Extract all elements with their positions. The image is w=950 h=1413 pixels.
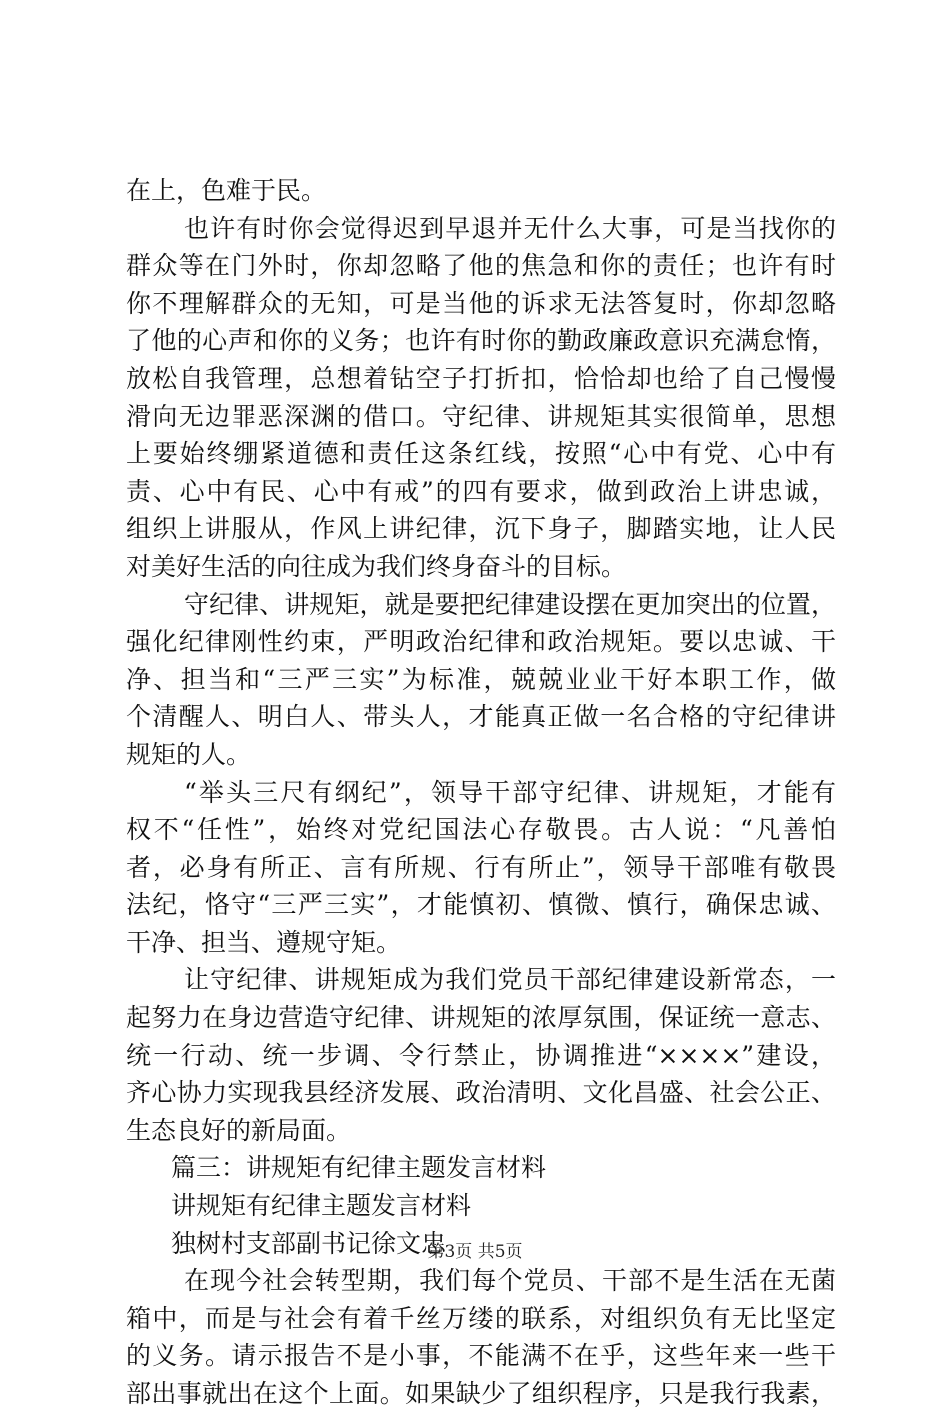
text-line: “举头三尺有纲纪”，领导干部守纪律、讲规矩，才能有 (184, 777, 836, 807)
text-line: 法纪，恪守“三严三实”，才能慎初、慎微、慎行，确保忠诚、 (126, 890, 836, 920)
text-line: 的义务。请示报告不是小事，不能满不在乎，这些年来一些干 (126, 1341, 836, 1371)
text-line: 放松自我管理，总想着钻空子打折扣，恰恰却也给了自己慢慢 (126, 363, 836, 393)
text-line: 在上，色难于民。 (126, 176, 327, 205)
text-line: 守纪律、讲规矩，就是要把纪律建设摆在更加突出的位置， (184, 589, 836, 619)
page-number: 第3页 共5页 (427, 1242, 523, 1262)
text-line: 齐心协力实现我县经济发展、政治清明、文化昌盛、社会公正、 (126, 1078, 836, 1108)
text-line: 群众等在门外时，你却忽略了他的焦急和你的责任；也许有时 (126, 251, 836, 281)
text-line: 箱中，而是与社会有着千丝万缕的联系，对组织负有无比坚定 (126, 1303, 836, 1333)
text-line: 者，必身有所正、言有所规、行有所止”，领导干部唯有敬畏 (126, 852, 836, 882)
text-line: 也许有时你会觉得迟到早退并无什么大事，可是当找你的 (184, 213, 836, 243)
text-line: 讲规矩有纪律主题发言材料 (171, 1191, 472, 1221)
text-line: 干净、担当、遵规守矩。 (126, 927, 402, 957)
text-line: 净、担当和“三严三实”为标准，兢兢业业干好本职工作，做 (126, 664, 836, 694)
text-line: 上要始终绷紧道德和责任这条红线，按照“心中有党、心中有 (126, 439, 836, 469)
text-line: 个清醒人、明白人、带头人，才能真正做一名合格的守纪律讲 (126, 702, 836, 732)
body-text (126, 172, 836, 1413)
text-line: 强化纪律刚性约束，严明政治纪律和政治规矩。要以忠诚、干 (126, 627, 836, 657)
text-line: 责、心中有民、心中有戒”的四有要求，做到政治上讲忠诚， (126, 476, 836, 506)
text-line: 在现今社会转型期，我们每个党员、干部不是生活在无菌 (184, 1266, 836, 1296)
text-line: 篇三：讲规矩有纪律主题发言材料 (171, 1153, 547, 1183)
text-line: 起努力在身边营造守纪律、讲规矩的浓厚氛围，保证统一意志、 (126, 1003, 836, 1033)
text-line: 权不“任性”，始终对党纪国法心存敬畏。古人说：“凡善怕 (126, 815, 836, 845)
text-line: 部出事就出在这个上面。如果缺少了组织程序，只是我行我素， (126, 1379, 836, 1408)
text-line: 生态良好的新局面。 (126, 1115, 352, 1145)
text-line: 统一行动、统一步调、令行禁止，协调推进“××××”建设， (126, 1040, 836, 1070)
text-line: 规矩的人。 (126, 739, 252, 769)
text-line: 对美好生活的向往成为我们终身奋斗的目标。 (126, 551, 627, 581)
text-line: 让守纪律、讲规矩成为我们党员干部纪律建设新常态，一 (184, 965, 836, 995)
text-line: 了他的心声和你的义务；也许有时你的勤政廉政意识充满怠惰， (126, 326, 836, 356)
text-line: 独树村支部副书记徐文忠 (171, 1228, 447, 1258)
text-line: 组织上讲服从，作风上讲纪律，沉下身子，脚踏实地，让人民 (126, 514, 836, 544)
text-line: 滑向无边罪恶深渊的借口。守纪律、讲规矩其实很简单，思想 (126, 401, 836, 431)
page-footer (0, 1237, 950, 1262)
text-line: 你不理解群众的无知，可是当他的诉求无法答复时，你却忽略 (126, 288, 836, 318)
